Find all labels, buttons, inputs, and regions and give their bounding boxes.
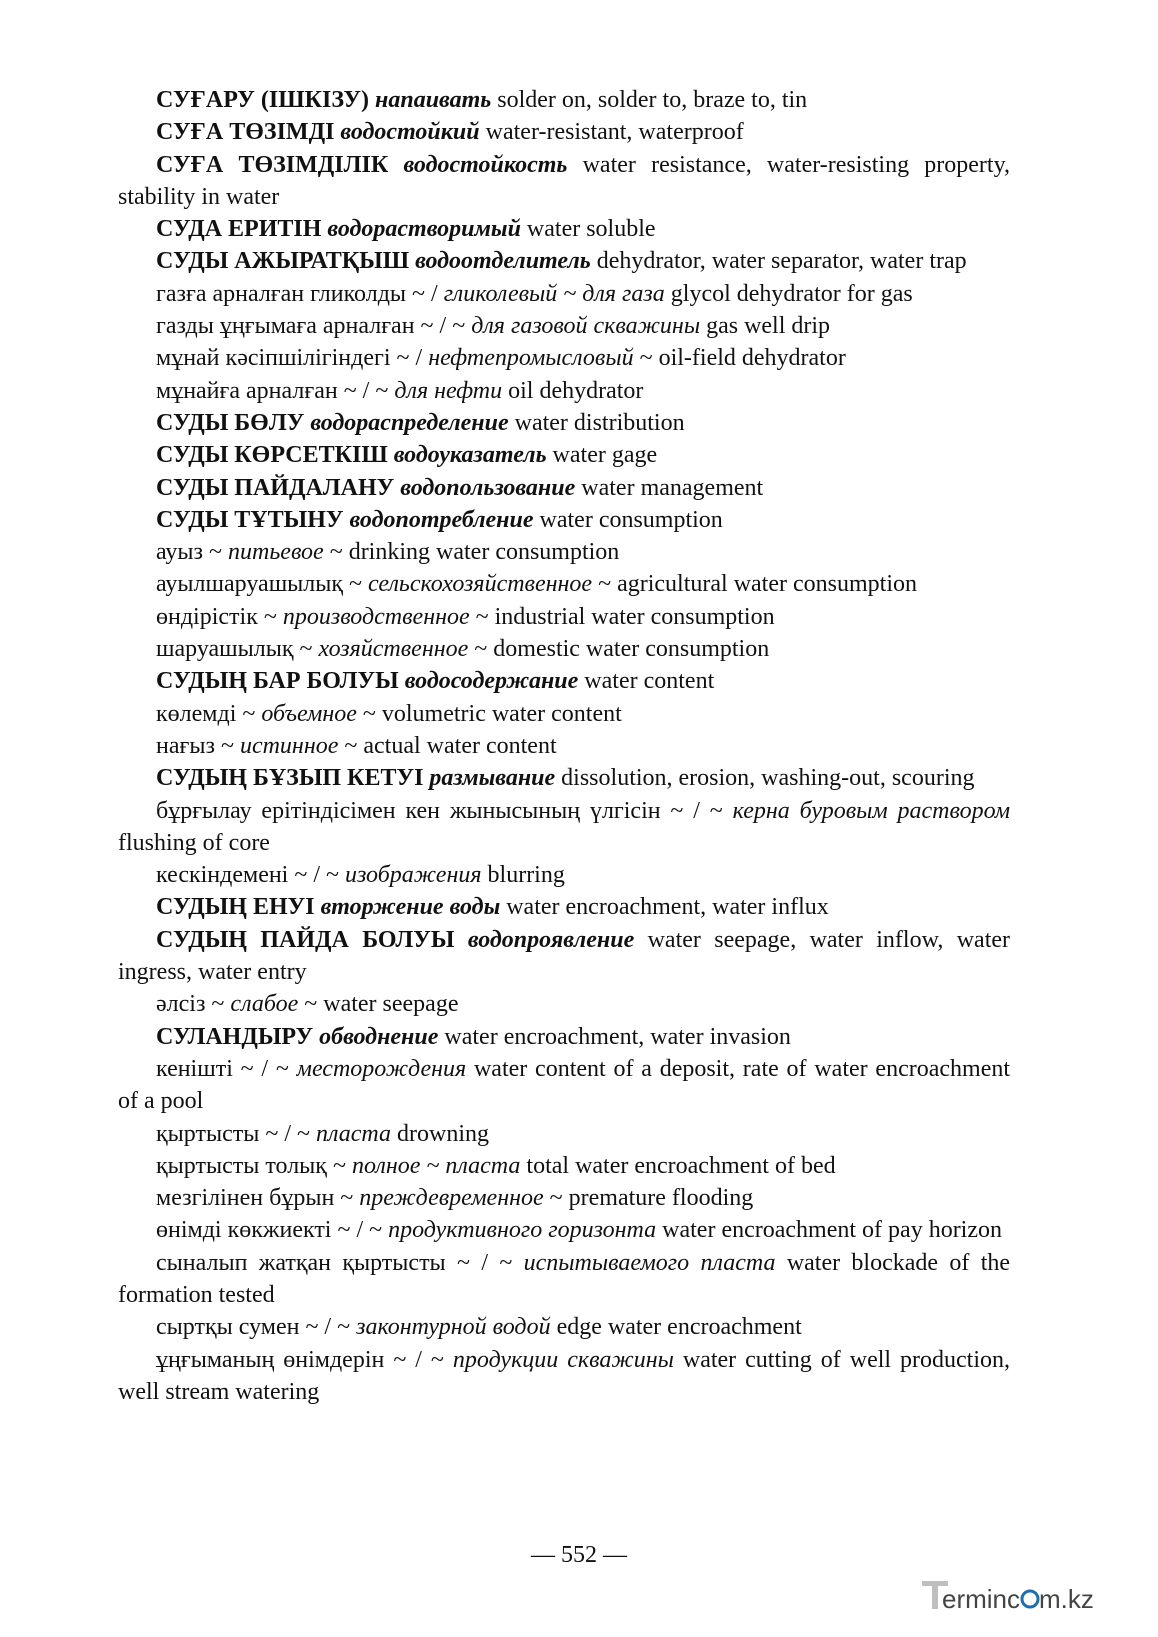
- kazakh-phrase: кеніштi ~ / ~: [156, 1055, 289, 1082]
- russian-term: водопользование: [400, 474, 576, 501]
- kazakh-phrase: бұрғылау ерітіндісімен кен жынысының үлгісін ~ / ~: [156, 797, 723, 824]
- english-translation: solder on, solder to, braze to, tin: [497, 87, 808, 113]
- kazakh-phrase: мұнайға арналған ~ / ~: [156, 377, 389, 404]
- russian-term: хозяйственное: [318, 636, 469, 663]
- dictionary-headword-entry: [118, 116, 1010, 148]
- kazakh-headword: СУДЫ БӨЛУ: [156, 409, 305, 436]
- kazakh-phrase: көлемді ~: [156, 700, 256, 727]
- english-translation: water blockade of the formation tested: [118, 1249, 1011, 1308]
- termincom-logo: [918, 1575, 1128, 1615]
- kazakh-headword: СУЛАНДЫРУ: [156, 1023, 314, 1050]
- dictionary-headword-entry: [118, 245, 1010, 277]
- dictionary-headword-entry: [118, 84, 1010, 116]
- kazakh-headword: СУДЫ КӨРСЕТКІШ: [156, 442, 388, 469]
- english-translation: water consumption: [539, 506, 723, 533]
- russian-term: водостойкий: [340, 119, 480, 146]
- kazakh-phrase: әлсіз ~: [156, 991, 225, 1018]
- russian-term: слабое: [230, 991, 299, 1018]
- english-translation: ~ water seepage: [304, 991, 459, 1018]
- russian-term: питьевое: [228, 539, 324, 566]
- russian-term: для нефти: [394, 377, 503, 404]
- english-translation: water encroachment of pay horizon: [662, 1217, 1002, 1244]
- english-translation: water soluble: [526, 216, 656, 243]
- english-translation: water content: [584, 668, 715, 695]
- kazakh-phrase: нағыз ~: [156, 732, 234, 759]
- russian-term: нефтепромысловый: [428, 345, 634, 372]
- english-translation: ~ drinking water consumption: [329, 539, 620, 566]
- english-translation: ~ premature flooding: [549, 1185, 754, 1212]
- russian-term: керна буровым раствором: [732, 797, 1011, 824]
- russian-term: водосодержание: [404, 668, 579, 695]
- svg-text:m.kz: m.kz: [1039, 1584, 1094, 1614]
- russian-term: для газовой скважины: [471, 313, 701, 340]
- dictionary-headword-entry: [118, 149, 1010, 214]
- kazakh-headword: СУДЫ ПАЙДАЛАНУ: [156, 474, 395, 501]
- english-translation: ~ oil-field dehydrator: [639, 345, 846, 372]
- dictionary-subentry: [118, 1311, 1010, 1343]
- russian-term: производственное: [282, 603, 470, 630]
- kazakh-headword: СУҒА ТӨЗІМДІ: [156, 119, 335, 146]
- dictionary-subentry: [118, 375, 1010, 407]
- dictionary-subentry: [118, 1247, 1010, 1312]
- dictionary-entries: [118, 84, 1010, 1408]
- english-translation: ~ agricultural water consumption: [598, 571, 917, 598]
- kazakh-phrase: ауылшаруашылық ~: [156, 571, 363, 598]
- kazakh-phrase: ауыз ~: [156, 539, 223, 566]
- russian-term: водоотделитель: [415, 248, 591, 275]
- russian-term: водорастворимый: [327, 216, 521, 243]
- russian-term: водопроявление: [467, 926, 635, 953]
- russian-term: истинное: [239, 732, 339, 759]
- dictionary-subentry: [118, 601, 1010, 633]
- dictionary-subentry: [118, 342, 1010, 374]
- english-translation: flushing of core: [118, 829, 270, 856]
- english-translation: water cutting of well production, well stream watering: [118, 1346, 1011, 1405]
- english-translation: water content of a deposit, rate of water encroachment of a pool: [118, 1055, 1011, 1115]
- kazakh-phrase: мезгілінен бұрын ~: [156, 1185, 354, 1212]
- kazakh-phrase: сыналып жатқан қыртысты ~ / ~: [156, 1249, 513, 1276]
- russian-term: продукции скважины: [452, 1346, 674, 1373]
- kazakh-phrase: шаруашылық ~: [156, 636, 313, 663]
- russian-term: напаивать: [375, 87, 492, 113]
- russian-term: законтурной водой: [356, 1314, 551, 1341]
- kazakh-phrase: газды ұңғымаға арналған ~ / ~: [156, 313, 466, 340]
- termincom-watermark: [918, 1575, 1128, 1615]
- russian-term: обводнение: [319, 1023, 439, 1050]
- kazakh-headword: СУДЫ ТҰТЫНУ: [156, 506, 344, 533]
- russian-term: водопотребление: [349, 506, 534, 533]
- dictionary-subentry: [118, 730, 1010, 762]
- english-translation: edge water encroachment: [556, 1314, 802, 1341]
- dictionary-subentry: [118, 1053, 1010, 1118]
- russian-term: полное ~ пласта: [351, 1152, 521, 1179]
- dictionary-subentry: [118, 988, 1010, 1020]
- english-translation: water distribution: [514, 409, 685, 436]
- dictionary-headword-entry: [118, 439, 1010, 471]
- dictionary-subentry: [118, 1344, 1010, 1409]
- english-translation: gas well drip: [706, 313, 831, 340]
- dictionary-subentry: [118, 633, 1010, 665]
- dictionary-subentry: [118, 568, 1010, 600]
- russian-term: сельскохозяйственное: [368, 571, 593, 598]
- dictionary-subentry: [118, 1214, 1010, 1246]
- english-translation: ~ actual water content: [344, 732, 557, 759]
- english-translation: ~ domestic water consumption: [474, 636, 770, 663]
- english-translation: water encroachment, water invasion: [444, 1023, 791, 1050]
- dictionary-subentry: [118, 1118, 1010, 1150]
- russian-term: размывание: [429, 765, 556, 792]
- russian-term: вторжение воды: [320, 894, 501, 921]
- kazakh-phrase: сыртқы сумен ~ / ~: [156, 1314, 351, 1341]
- russian-term: пласта: [315, 1120, 392, 1147]
- russian-term: гликолевый ~ для газа: [443, 280, 665, 307]
- russian-term: месторождения: [296, 1055, 467, 1082]
- kazakh-headword: СУДЫҢ ПАЙДА БОЛУЫ: [156, 926, 455, 953]
- english-translation: oil dehydrator: [508, 377, 644, 404]
- russian-term: испытываемого пласта: [523, 1249, 776, 1276]
- english-translation: glycol dehydrator for gas: [670, 280, 913, 307]
- dictionary-headword-entry: [118, 1021, 1010, 1053]
- kazakh-phrase: қыртысты ~ / ~: [156, 1120, 310, 1147]
- dictionary-subentry: [118, 278, 1010, 310]
- dictionary-subentry: [118, 795, 1010, 860]
- english-translation: water gage: [552, 442, 658, 469]
- kazakh-headword: СУДЫҢ ЕНУІ: [156, 894, 315, 921]
- kazakh-phrase: мұнай кәсіпшілігіндегі ~ /: [156, 345, 423, 372]
- dictionary-subentry: [118, 1150, 1010, 1182]
- kazakh-phrase: кескіндемені ~ / ~: [156, 862, 339, 889]
- kazakh-headword: СУДЫҢ БҰЗЫП КЕТУІ: [156, 765, 424, 792]
- dictionary-headword-entry: [118, 504, 1010, 536]
- kazakh-headword: СУҒАРУ (ІШКІЗУ): [156, 87, 370, 113]
- english-translation: drowning: [397, 1120, 490, 1147]
- russian-term: объемное: [261, 700, 357, 727]
- dictionary-subentry: [118, 859, 1010, 891]
- english-translation: water resistance, water-resisting property, stability in water: [118, 151, 1011, 210]
- dictionary-headword-entry: [118, 213, 1010, 245]
- english-translation: water encroachment, water influx: [506, 894, 829, 921]
- russian-term: изображения: [345, 862, 482, 889]
- kazakh-phrase: қыртысты толық ~: [156, 1152, 346, 1179]
- english-translation: water-resistant, waterproof: [485, 119, 744, 146]
- english-translation: water management: [581, 474, 764, 501]
- kazakh-headword: СУДЫҢ БАР БОЛУЫ: [156, 668, 399, 695]
- dictionary-headword-entry: [118, 472, 1010, 504]
- english-translation: dissolution, erosion, washing-out, scouring: [561, 765, 975, 792]
- dictionary-subentry: [118, 536, 1010, 568]
- russian-term: водораспределение: [310, 409, 509, 436]
- svg-text:erminc: erminc: [942, 1584, 1021, 1614]
- dictionary-headword-entry: [118, 924, 1010, 989]
- russian-term: водостойкость: [403, 151, 568, 178]
- english-translation: ~ industrial water consumption: [475, 603, 775, 630]
- kazakh-headword: СУҒА ТӨЗІМДІЛІК: [156, 151, 389, 178]
- russian-term: продуктивного горизонта: [388, 1217, 657, 1244]
- english-translation: blurring: [487, 862, 565, 889]
- russian-term: водоуказатель: [393, 442, 547, 469]
- kazakh-phrase: өнімді көкжиекті ~ / ~: [156, 1217, 383, 1244]
- kazakh-phrase: ұңғыманың өнімдерін ~ / ~: [156, 1346, 444, 1373]
- dictionary-headword-entry: [118, 665, 1010, 697]
- dictionary-subentry: [118, 698, 1010, 730]
- dictionary-headword-entry: [118, 762, 1010, 794]
- russian-term: преждевременное: [359, 1185, 544, 1212]
- english-translation: water seepage, water inflow, water ingress, water entry: [118, 926, 1011, 986]
- kazakh-phrase: өндірістік ~: [156, 603, 277, 630]
- english-translation: ~ volumetric water content: [362, 700, 622, 727]
- english-translation: total water encroachment of bed: [526, 1152, 836, 1179]
- kazakh-phrase: газға арналған гликолды ~ /: [156, 280, 438, 307]
- kazakh-headword: СУДЫ АЖЫРАТҚЫШ: [156, 248, 410, 275]
- english-translation: dehydrator, water separator, water trap: [596, 248, 967, 275]
- dictionary-subentry: [118, 310, 1010, 342]
- dictionary-headword-entry: [118, 407, 1010, 439]
- dictionary-headword-entry: [118, 891, 1010, 923]
- kazakh-headword: СУДА ЕРИТІН: [156, 216, 322, 243]
- page-number: — 552 —: [531, 1542, 627, 1568]
- dictionary-subentry: [118, 1182, 1010, 1214]
